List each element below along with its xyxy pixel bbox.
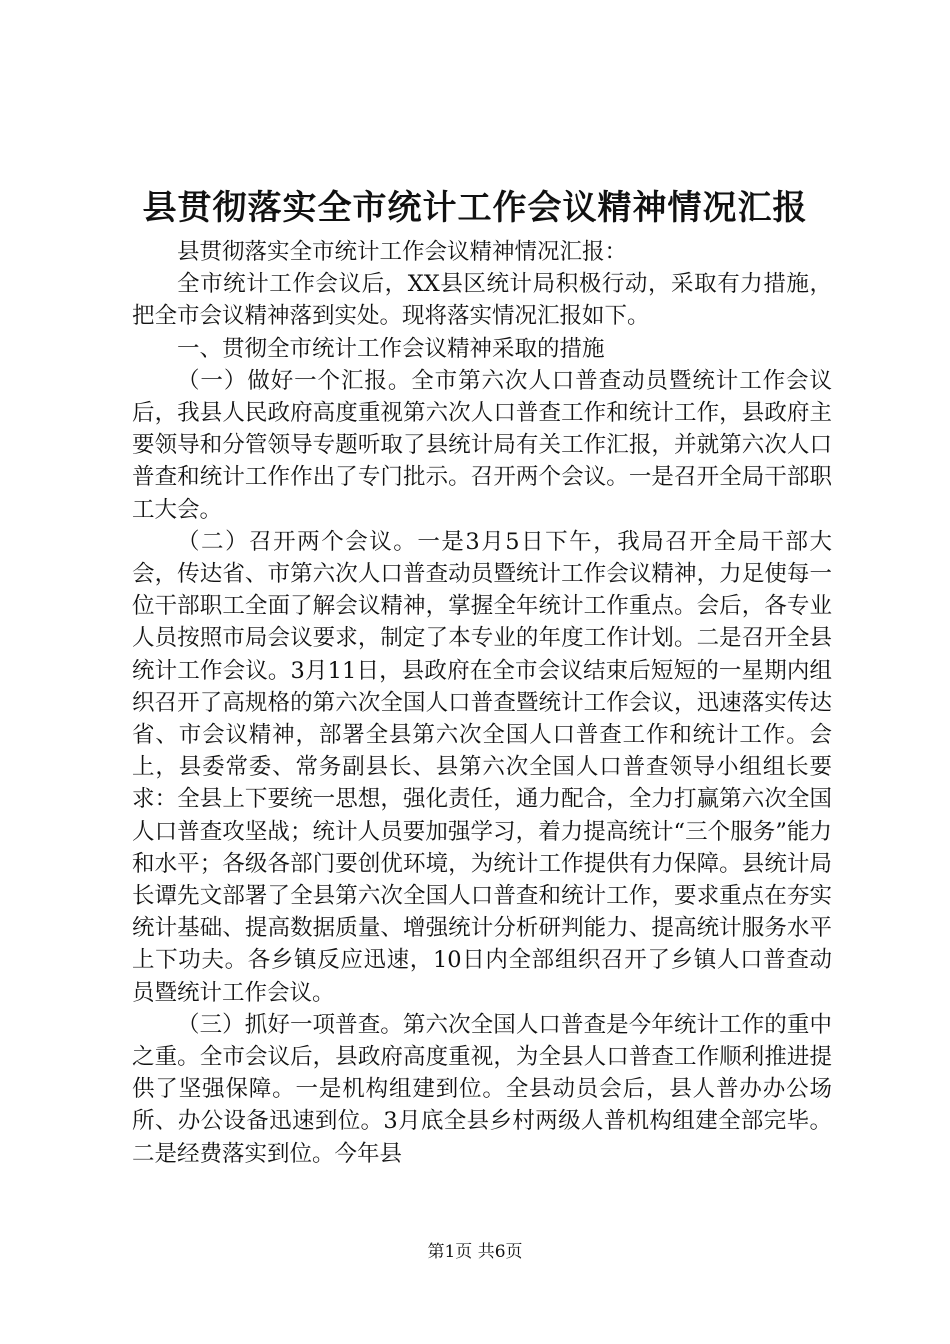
section-heading-measures: 一、贯彻全市统计工作会议精神采取的措施 xyxy=(177,335,605,362)
paragraph-intro: 全市统计工作会议后，XX县区统计局积极行动，采取有力措施，把全市会议精神落到实处。现将落实情况汇报如下。 xyxy=(132,271,832,330)
page-number-footer: 第1页 共6页 xyxy=(427,1242,523,1262)
paragraph-item-three: （三）抓好一项普查。第六次全国人口普查是今年统计工作的重中之重。全市会议后，县政府高度重视，为全县人口普查工作顺利推进提供了坚强保障。一是机构组建到位。全县动员会后，县人普办办公场所、办公设备迅速到位。3月底全县乡村两级人普机构组建全部完毕。二是经费落实到位。今年县 xyxy=(132,1011,832,1167)
paragraph-item-one: （一）做好一个汇报。全市第六次人口普查动员暨统计工作会议后，我县人民政府高度重视第六次人口普查工作和统计工作，县政府主要领导和分管领导专题听取了县统计局有关工作汇报，并就第六次人口普查和统计工作作出了专门批示。召开两个会议。一是召开全局干部职工大会。 xyxy=(132,367,832,523)
paragraph-heading-line: 县贯彻落实全市统计工作会议精神情况汇报： xyxy=(177,239,628,265)
document-title: 县贯彻落实全市统计工作会议精神情况汇报 xyxy=(142,188,808,228)
document-body xyxy=(132,236,832,1170)
paragraph-item-two: （二）召开两个会议。一是3月5日下午，我局召开全局干部大会，传达省、市第六次人口普查动员暨统计工作会议精神，力足使每一位干部职工全面了解会议精神，掌握全年统计工作重点。会后，各专业人员按照市局会议要求，制定了本专业的年度工作计划。二是召开全县统计工作会议。3月11日，县政府在全市会议结束后短短的一星期内组织召开了高规格的第六次全国人口普查暨统计工作会议，迅速落实传达省、市会议精神，部署全县第六次全国人口普查工作和统计工作。会上，县委常委、常务副县长、县第六次全国人口普查领导小组组长要求：全县上下要统一思想，强化责任，通力配合，全力打赢第六次全国人口普查攻坚战；统计人员要加强学习，着力提高统计“三个服务”能力和水平；各级各部门要创优环境，为统计工作提供有力保障。县统计局长谭先文部署了全县第六次全国人口普查和统计工作，要求重点在夯实统计基础、提高数据质量、增强统计分析研判能力、提高统计服务水平上下功夫。各乡镇反应迅速，10日内全部组织召开了乡镇人口普查动员暨统计工作会议。 xyxy=(132,528,832,1006)
